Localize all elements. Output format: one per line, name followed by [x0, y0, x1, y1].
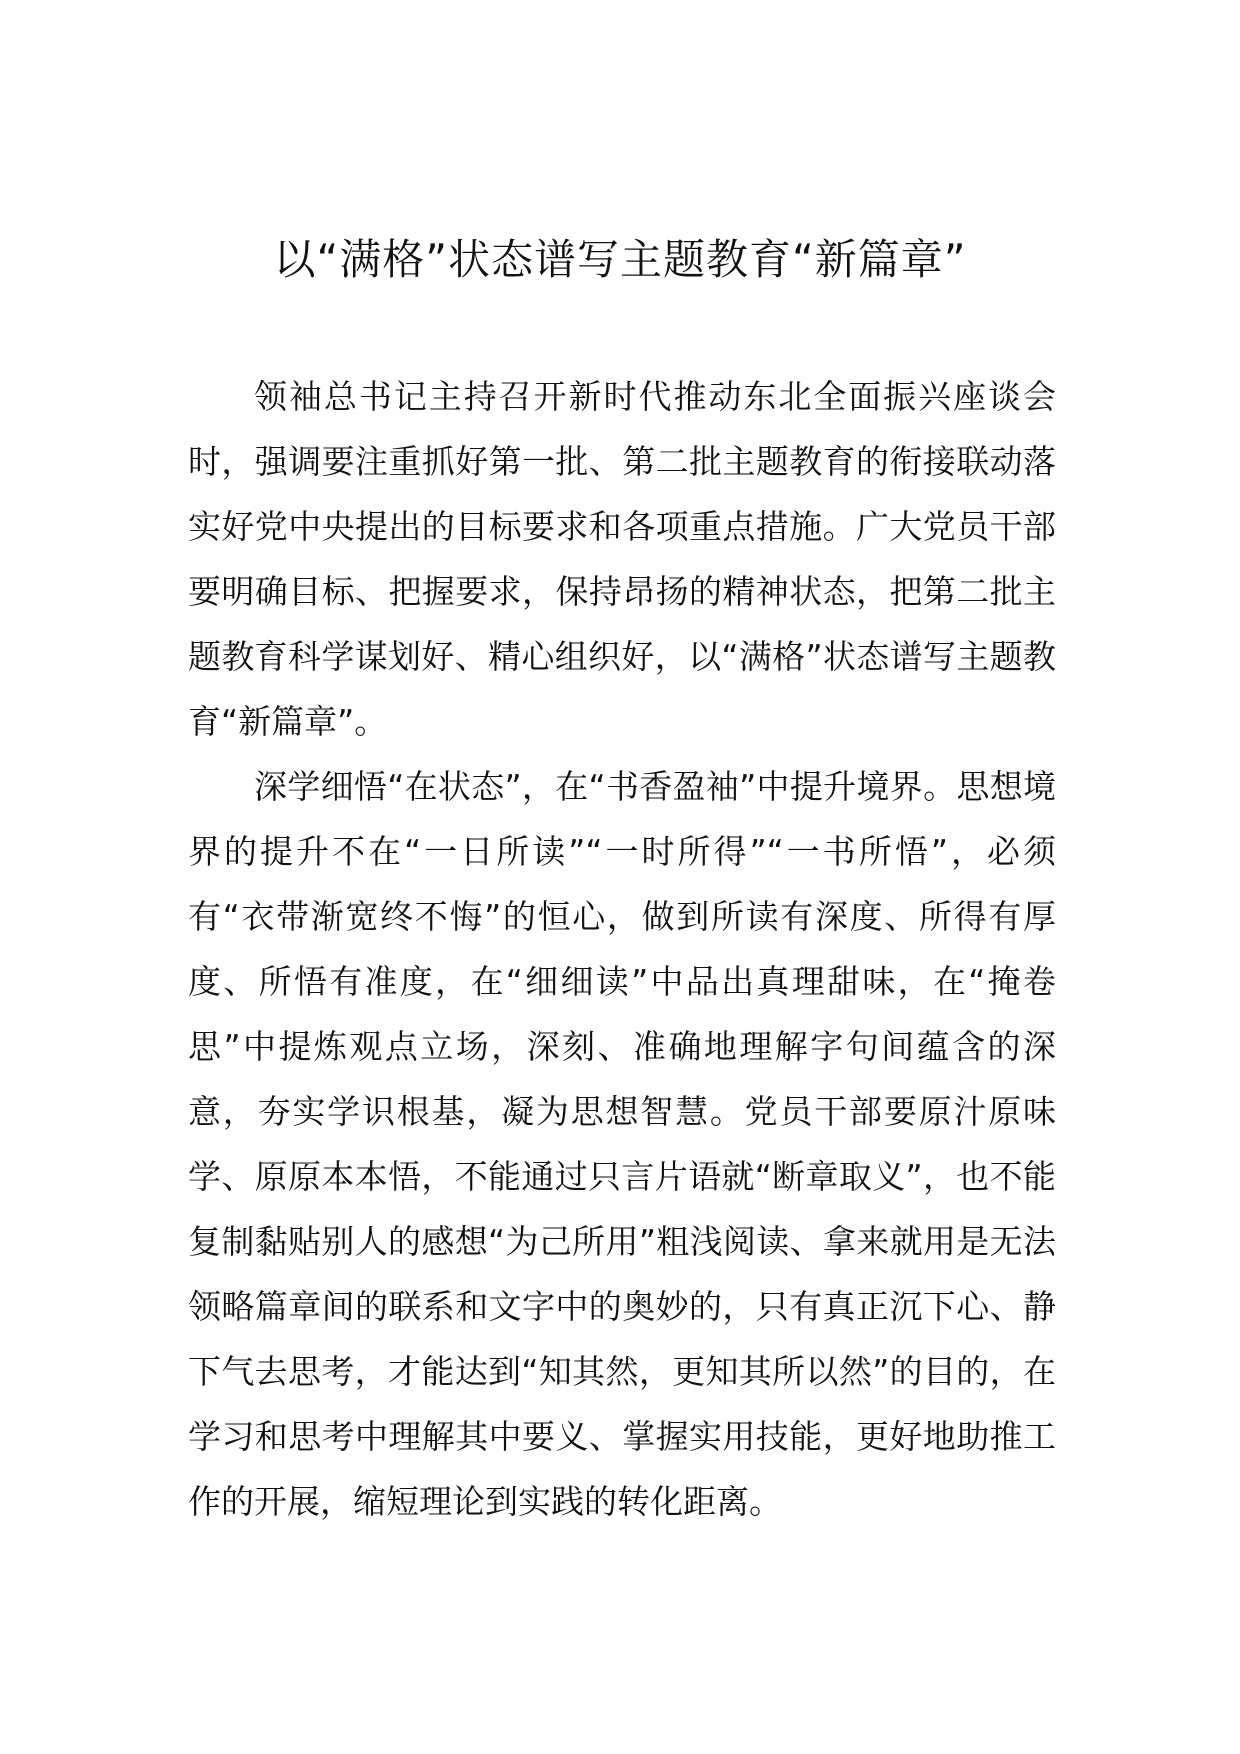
document-body — [188, 364, 1056, 1534]
paragraph-2: 深学细悟“在状态”，在“书香盈袖”中提升境界。思想境界的提升不在“一日所读”“一时所得”“一书所悟”，必须有“衣带渐宽终不悔”的恒心，做到所读有深度、所得有厚度、所悟有准度，在“细细读”中品出真理甜味，在“掩卷思”中提炼观点立场，深刻、准确地理解字句间蕴含的深意，夯实学识根基，凝为思想智慧。党员干部要原汁原味学、原原本本悟，不能通过只言片语就“断章取义”，也不能复制黏贴别人的感想“为己所用”粗浅阅读、拿来就用是无法领略篇章间的联系和文字中的奥妙的，只有真正沉下心、静下气去思考，才能达到“知其然，更知其所以然”的目的，在学习和思考中理解其中要义、掌握实用技能，更好地助推工作的开展，缩短理论到实践的转化距离。 — [188, 767, 1056, 1521]
document-title: 以“满格”状态谱写主题教育“新篇章” — [273, 235, 967, 284]
paragraph-1: 领袖总书记主持召开新时代推动东北全面振兴座谈会时，强调要注重抓好第一批、第二批主题教育的衔接联动落实好党中央提出的目标要求和各项重点措施。广大党员干部要明确目标、把握要求，保持昂扬的精神状态，把第二批主题教育科学谋划好、精心组织好，以“满格”状态谱写主题教育“新篇章”。 — [188, 377, 1056, 741]
